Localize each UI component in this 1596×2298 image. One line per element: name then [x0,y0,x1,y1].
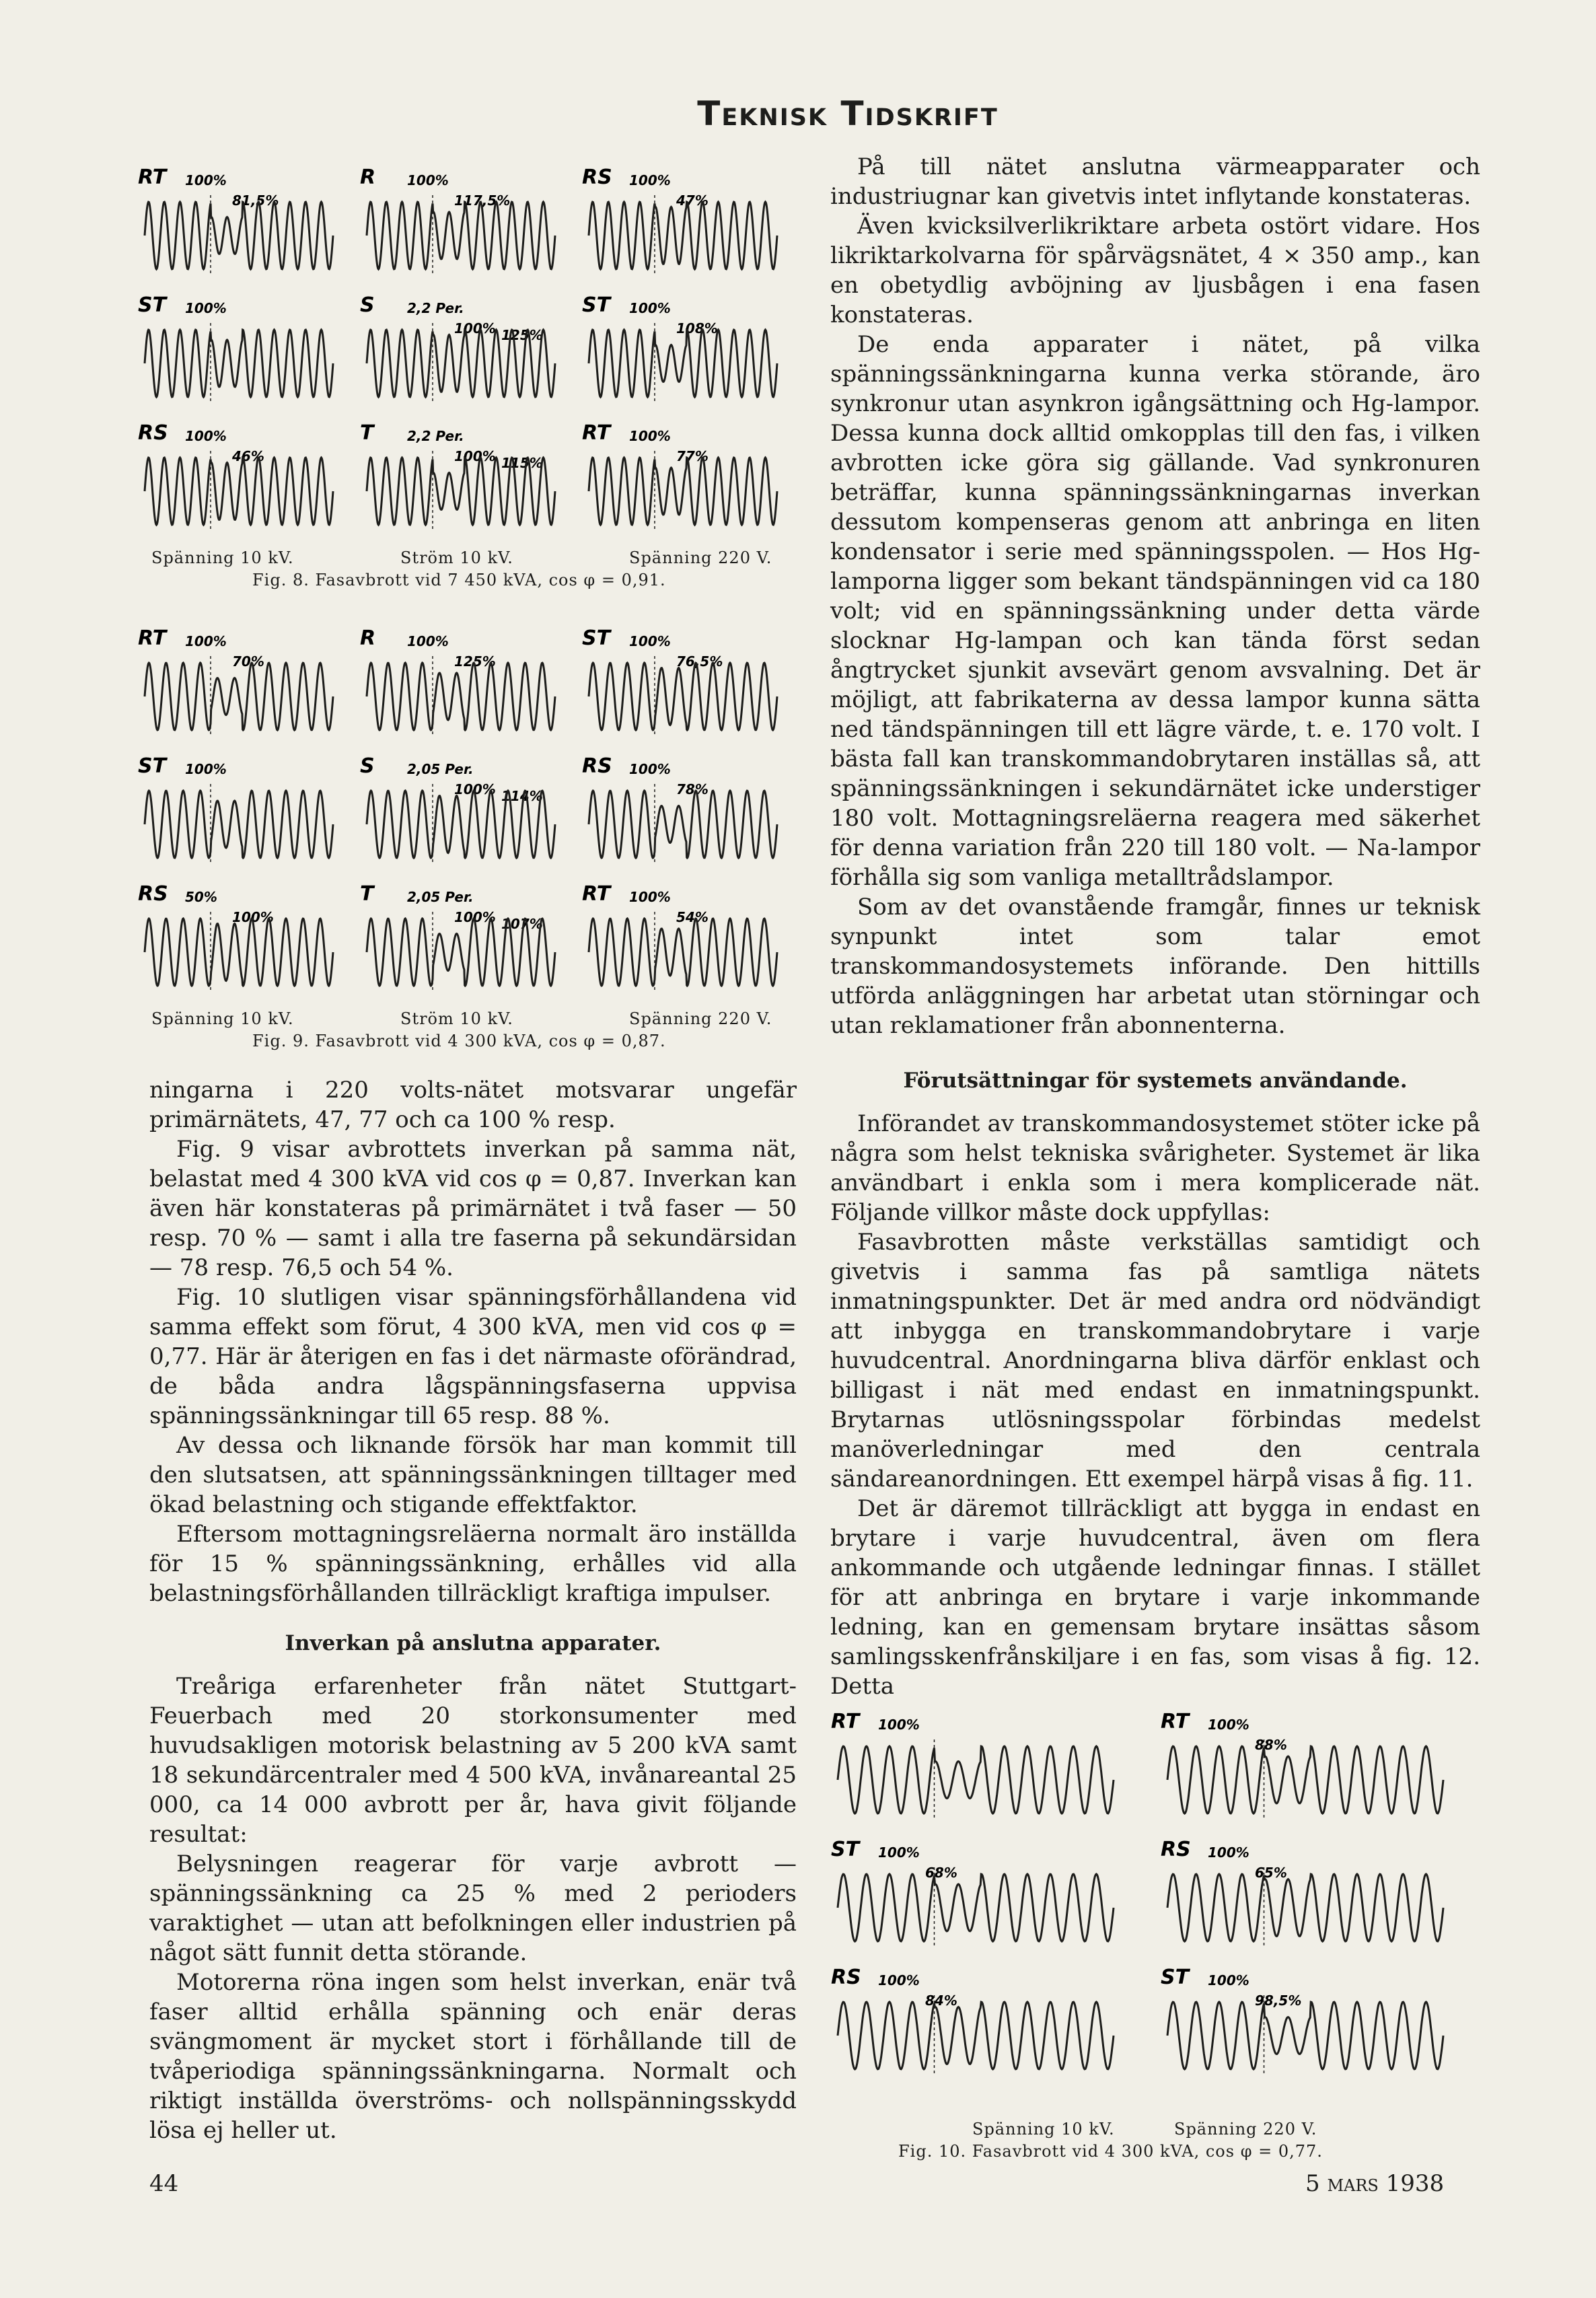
percent-label: 50% [185,889,217,905]
percent-label: 2,05 Per. [407,889,474,905]
percent-label: 114% [501,788,543,804]
percent-label: 84% [925,1992,957,2009]
trace-label: T [360,421,374,445]
trace-label: ST [138,754,167,778]
trace-label: ST [582,626,611,650]
paragraph: Även kvicksilverlikriktare arbeta ostört vidare. Hos likriktarkolvarna för spårvägsnätet, 4 × 350 amp., kan en obetydlig avböjning av ljusbågen i ena fasen konstateras. [830,213,1480,328]
percent-label: 88% [1255,1737,1287,1753]
percent-label: 100% [878,1972,920,1988]
percent-label: 46% [232,448,264,464]
percent-label: 117,5% [454,192,511,209]
percent-label: 100% [1208,1717,1249,1733]
waveform-rt [145,202,333,269]
figure-8-caption-2: Ström 10 kV. [400,548,513,567]
trace-label: RT [138,166,167,189]
waveform-rt [838,1746,1114,1814]
percent-label: 100% [232,909,274,925]
trace-label: RS [138,421,168,445]
paragraph: På till nätet anslutna värmeapparater och industriugnar kan givetvis intet inflytande konstateras. [830,153,1480,210]
section-heading: Förutsättningar för systemets användande. [903,1069,1408,1093]
waveform-rt [589,919,777,986]
percent-label: 100% [629,428,671,444]
trace-label: ST [831,1838,860,1861]
figure-9-caption-2: Ström 10 kV. [400,1009,513,1028]
waveform-st [589,663,777,730]
percent-label: 47% [676,192,709,209]
trace-label: RT [582,421,611,445]
paragraph: Treåriga erfarenheter från nätet Stuttgart-Feuerbach med 20 storkonsumenter med huvudsakligen motorisk belastning av 5 200 kVA samt 18 sekundärcentraler med 4 500 kVA, invånareantal 25 000, ca 14 000 avbrott per år, hava givit följande resultat: [149,1673,797,1848]
figure-10 [824,1702,1490,2133]
journal-title: Teknisk Tidskrift [697,94,999,133]
percent-label: 108% [676,320,718,336]
figure-10-caption-1: Spänning 10 kV. [972,2120,1115,2139]
waveform-st [1167,2002,1443,2069]
percent-label: 100% [1208,1972,1249,1988]
percent-label: 81,5% [232,192,279,209]
paragraph: Införandet av transkommandosystemet stöter icke på några som helst tekniska svårigheter. Systemet är lika användbart i enkla som i mera komplicerade nät. Följande villkor måste dock uppfyllas: [830,1110,1480,1226]
paragraph: Fig. 10 slutligen visar spänningsförhållandena vid samma effekt som förut, 4 300 kVA, men vid cos φ = 0,77. Här är återigen en fas i det närmaste oförändrad, de båda andra lågspänningsfaserna uppvisa spänningssänkningar till 65 resp. 88 %. [149,1284,797,1429]
figure-8-caption-3: Spänning 220 V. [629,548,772,567]
trace-label: R [360,626,376,650]
percent-label: 100% [185,428,227,444]
percent-label: 100% [629,172,671,188]
percent-label: 2,2 Per. [407,300,464,316]
paragraph: De enda apparater i nätet, på vilka spänningssänkningarna kunna verka störande, äro synkronur utan asynkron igångsättning och Hg-lampor. Dessa kunna dock alltid omkopplas till den fas, i vilken avbrotten icke göra sig gällande. Vad synkronuren beträffar, kunna spänningssänkningarnas inverkan dessutom kompenseras genom att anbringa en liten kondensator i serie med spänningsspolen. — Hos Hg-lamporna ligger som bekant tändspänningen vid ca 180 volt; vid en spänningssänkning under detta värde slocknar Hg-lampan och kan tända först sedan ångtrycket sjunkit avsevärt genom avsvalning. Det är möjligt, att fabrikaterna av dessa lampor kunna sätta ned tändspänningen till ett lägre värde, t. e. 170 volt. I bästa fall kan transkommandobrytaren inställas så, att spänningssänkningen i sekundärnätet icke understiger 180 volt. Mottagningsreläerna reagera med säkerhet för denna variation från 220 till 180 volt. — Na-lampor förhålla sig som vanliga metalltrådslampor. [830,331,1480,891]
percent-label: 78% [676,781,709,797]
trace-label: ST [1161,1966,1190,1989]
percent-label: 54% [676,909,709,925]
figure-9-caption-1: Spänning 10 kV. [151,1009,294,1028]
waveform-r [367,202,555,269]
percent-label: 100% [185,633,227,649]
percent-label: 98,5% [1255,1992,1302,2009]
paragraph: Av dessa och liknande försök har man kommit till den slutsatsen, att spänningssänkningen tilltager med ökad belastning och stigande effektfaktor. [149,1432,797,1518]
figure-8-oscillograms [131,158,804,569]
percent-label: 77% [676,448,709,464]
waveform-rs [838,2002,1114,2069]
trace-label: S [360,293,375,317]
figure-9-title: Fig. 9. Fasavbrott vid 4 300 kVA, cos φ = 0,87. [252,1032,666,1050]
percent-label: 100% [1208,1844,1249,1861]
paragraph: Fasavbrotten måste verkställas samtidigt och givetvis i samma fas på samtliga nätets inmatningspunkter. Det är med andra ord nödvändigt att inbygga en transkommandobrytare i varje huvudcentral. Anordningarna bliva därför enklast och billigast i nät med endast en inmatningspunkt. Brytarnas utlösningsspolar förbindas medelst manöverledningar med den centrala sändareanordningen. Ett exempel härpå visas å fig. 11. [830,1229,1480,1493]
figure-9 [131,619,804,1036]
percent-label: 125% [501,327,543,343]
figure-10-oscillograms [824,1702,1490,2113]
figure-9-caption-3: Spänning 220 V. [629,1009,772,1028]
trace-label: RS [582,754,612,778]
waveform-st [838,1874,1114,1941]
waveform-rt [1167,1746,1443,1814]
percent-label: 107% [501,916,543,932]
percent-label: 100% [454,448,496,464]
paragraph: Eftersom mottagningsreläerna normalt äro inställda för 15 % spänningssänkning, erhålles vid alla belastningsförhållanden tillräckligt kraftiga impulser. [149,1521,797,1607]
trace-label: RT [831,1710,860,1733]
paragraph: Motorerna röna ingen som helst inverkan, enär två faser alltid erhålla spänning och enär deras svängmoment är mycket stort i förhållande till de tvåperiodiga spänningssänkningarna. Normalt och riktigt inställda överströms- och nollspänningsskydd lösa ej heller ut. [149,1969,797,2144]
figure-9-oscillograms [131,619,804,1030]
percent-label: 100% [454,909,496,925]
waveform-rs [1167,1874,1443,1941]
percent-label: 115% [501,455,543,471]
waveform-st [145,330,333,397]
paragraph: Som av det ovanstående framgår, finnes ur teknisk synpunkt intet som talar emot transkommandosystemets införande. Den hittills utförda anläggningen har arbetat utan störningar och utan reklamationer från abonnenterna. [830,894,1480,1039]
percent-label: 100% [454,320,496,336]
paragraph: Fig. 9 visar avbrottets inverkan på samma nät, belastat med 4 300 kVA vid cos φ = 0,87. Inverkan kan även här konstateras på primärnätet i två faser — 50 resp. 70 % — samt i alla tre faserna på sekundärsidan — 78 resp. 76,5 och 54 %. [149,1136,797,1281]
figure-10-title: Fig. 10. Fasavbrott vid 4 300 kVA, cos φ = 0,77. [898,2142,1323,2161]
percent-label: 100% [407,633,449,649]
issue-date: 5 mars 1938 [1305,2170,1445,2197]
percent-label: 100% [629,889,671,905]
percent-label: 100% [454,781,496,797]
percent-label: 76,5% [676,653,723,670]
waveform-rs [589,202,777,269]
figure-8-caption-1: Spänning 10 kV. [151,548,294,567]
waveform-rt [145,663,333,730]
trace-label: ST [138,293,167,317]
percent-label: 2,2 Per. [407,428,464,444]
section-heading: Inverkan på anslutna apparater. [285,1631,661,1655]
trace-label: RS [138,882,168,906]
percent-label: 68% [925,1865,957,1881]
waveform-rt [589,458,777,525]
waveform-st [589,330,777,397]
percent-label: 70% [232,653,264,670]
right-column [830,152,1480,1700]
percent-label: 100% [629,761,671,777]
trace-label: ST [582,293,611,317]
percent-label: 65% [1255,1865,1287,1881]
trace-label: RT [582,882,611,906]
paragraph: Belysningen reagerar för varje avbrott — spänningssänkning ca 25 % med 2 perioders varaktighet — utan att befolkningen eller industrien på något sätt funnit detta störande. [149,1851,797,1966]
percent-label: 100% [878,1844,920,1861]
waveform-s [367,791,555,858]
percent-label: 100% [407,172,449,188]
percent-label: 2,05 Per. [407,761,474,777]
figure-8 [131,158,804,589]
figure-10-caption-2: Spänning 220 V. [1174,2120,1317,2139]
paragraph: ningarna i 220 volts-nätet motsvarar ungefär primärnätets, 47, 77 och ca 100 % resp. [149,1077,797,1133]
percent-label: 125% [454,653,496,670]
paragraph: Det är däremot tillräckligt att bygga in endast en brytare i varje huvudcentral, även om flera ankommande och utgående ledningar finnas. I stället för att anbringa en brytare i varje inkommande ledning, kan en gemensam brytare insättas såsom samlingsskenfrånskiljare i en fas, som visas å fig. 12. Detta [830,1495,1480,1700]
page-number: 44 [149,2170,179,2197]
trace-label: RS [582,166,612,189]
figure-8-title: Fig. 8. Fasavbrott vid 7 450 kVA, cos φ = 0,91. [252,571,666,589]
waveform-r [367,663,555,730]
trace-label: RS [1161,1838,1191,1861]
trace-label: RT [1161,1710,1190,1733]
percent-label: 100% [185,761,227,777]
waveform-rs [145,458,333,525]
trace-label: T [360,882,374,906]
percent-label: 100% [629,300,671,316]
percent-label: 100% [629,633,671,649]
percent-label: 100% [878,1717,920,1733]
waveform-rs [145,919,333,986]
waveform-st [145,791,333,858]
percent-label: 100% [185,172,227,188]
waveform-t [367,919,555,986]
percent-label: 100% [185,300,227,316]
trace-label: RS [831,1966,861,1989]
trace-label: S [360,754,375,778]
trace-label: RT [138,626,167,650]
trace-label: R [360,166,376,189]
left-column [149,1075,797,2144]
waveform-rs [589,791,777,858]
